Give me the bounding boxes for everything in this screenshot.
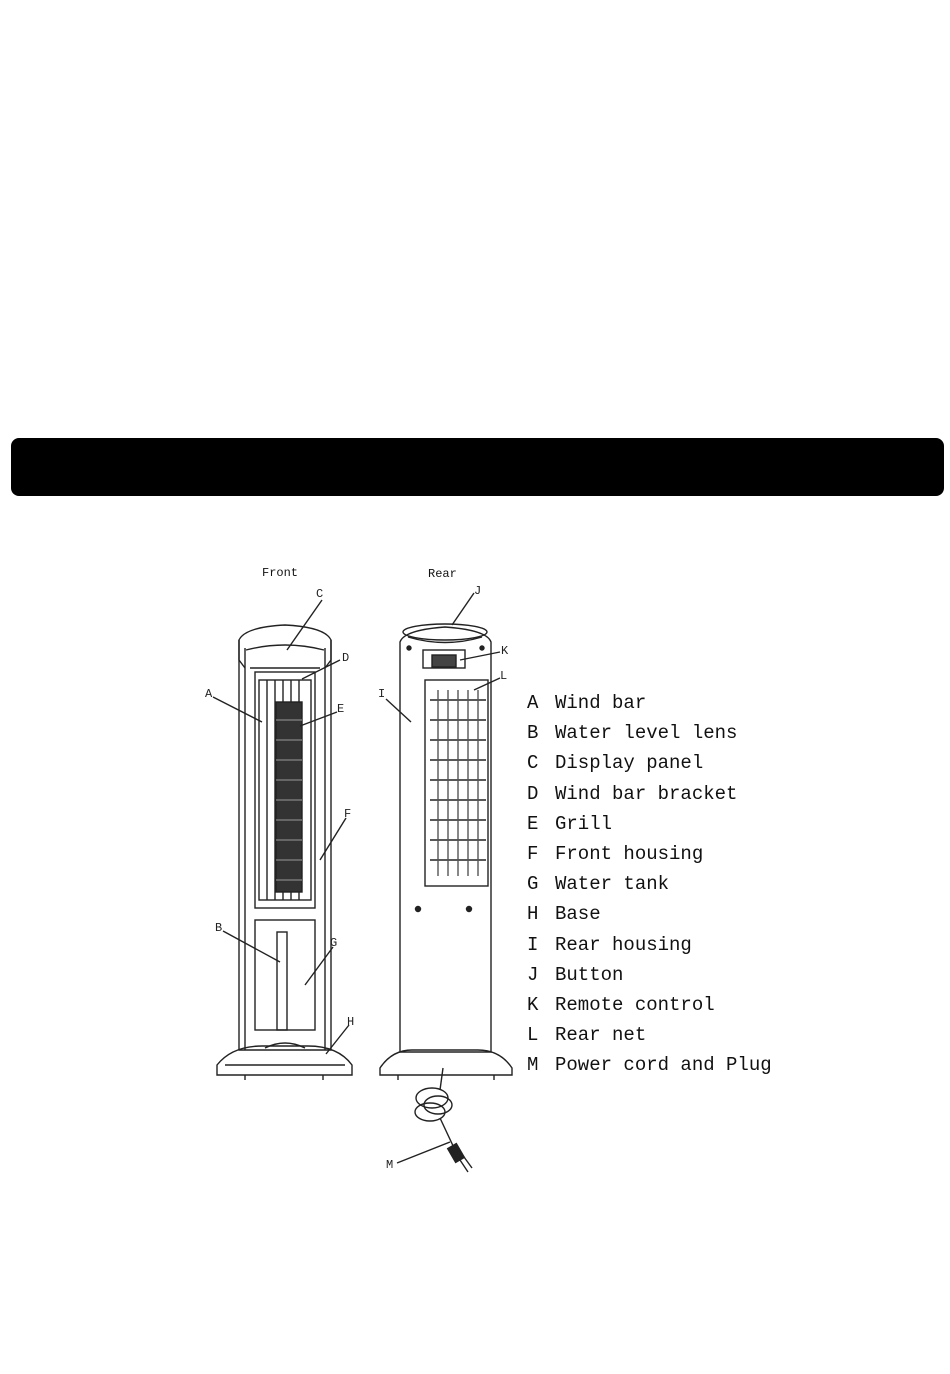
- legend-item: [527, 990, 772, 1020]
- grill: [276, 702, 302, 892]
- callout-g: G: [330, 936, 338, 950]
- legend-letter: L: [527, 1024, 539, 1047]
- rear-unit: [380, 593, 512, 1172]
- legend-label: Front housing: [555, 842, 704, 865]
- legend-label: Base: [555, 903, 601, 926]
- callout-h: H: [347, 1015, 355, 1029]
- legend-label: Water level lens: [555, 722, 738, 745]
- callout-i: I: [378, 687, 386, 701]
- legend-letter: A: [527, 692, 539, 714]
- legend-item: [527, 839, 772, 869]
- legend-item: [527, 960, 772, 990]
- callout-m: M: [386, 1158, 394, 1172]
- legend-letter: J: [527, 963, 539, 986]
- callout-b: B: [215, 921, 223, 935]
- legend-label: Wind bar: [555, 692, 647, 714]
- legend-item: [527, 779, 772, 809]
- callout-f: F: [344, 807, 352, 821]
- callout-letters: [205, 584, 509, 1172]
- legend-item: [527, 718, 772, 748]
- callout-l: L: [500, 669, 508, 683]
- callout-c: C: [316, 587, 324, 601]
- front-view-title: Front: [262, 566, 299, 580]
- legend-item: [527, 1050, 772, 1080]
- callout-k: K: [501, 644, 509, 658]
- legend-label: Rear net: [555, 1024, 647, 1047]
- parts-legend: [527, 688, 772, 1080]
- callout-e: E: [337, 702, 345, 716]
- legend-item: [527, 748, 772, 778]
- legend-item: [527, 930, 772, 960]
- callout-d: D: [342, 651, 350, 665]
- legend-label: Rear housing: [555, 933, 692, 956]
- legend-item: [527, 899, 772, 929]
- legend-label: Power cord and Plug: [555, 1054, 772, 1077]
- legend-letter: M: [527, 1054, 539, 1077]
- legend-letter: B: [527, 722, 539, 745]
- legend-letter: K: [527, 993, 539, 1016]
- legend-letter: F: [527, 842, 539, 865]
- front-unit: [213, 600, 355, 1080]
- legend-letter: C: [527, 752, 539, 775]
- legend-letter: H: [527, 903, 539, 926]
- callout-a: A: [205, 687, 213, 701]
- legend-letter: G: [527, 873, 539, 896]
- rear-net: [430, 690, 486, 876]
- legend-item: [527, 869, 772, 899]
- legend-letter: E: [527, 812, 539, 835]
- legend-label: Button: [555, 963, 624, 986]
- legend-label: Water tank: [555, 873, 670, 896]
- legend-letter: I: [527, 933, 539, 956]
- legend-item: [527, 688, 772, 718]
- legend-label: Display panel: [555, 752, 704, 775]
- legend-label: Grill: [555, 812, 613, 835]
- rear-view-title: Rear: [428, 567, 457, 581]
- legend-label: Remote control: [555, 993, 715, 1016]
- callout-j: J: [474, 584, 482, 598]
- legend-item: [527, 809, 772, 839]
- legend-label: Wind bar bracket: [555, 782, 738, 805]
- legend-letter: D: [527, 782, 539, 805]
- legend-item: [527, 1020, 772, 1050]
